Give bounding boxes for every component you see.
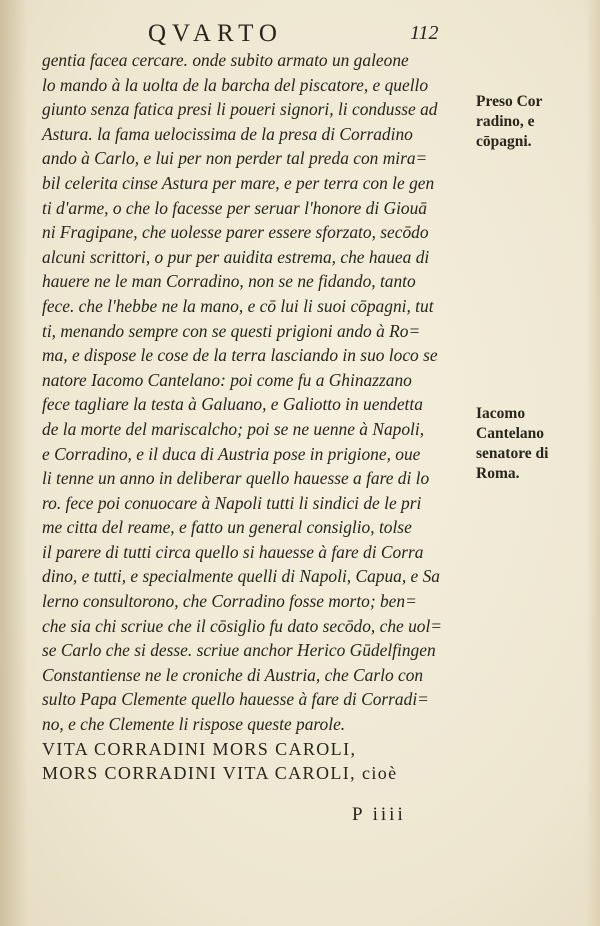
folio-number: 112 bbox=[410, 22, 439, 44]
text-line: ando à Carlo, e lui per non perder tal preda con mira= bbox=[42, 148, 428, 169]
text-line: gentia facea cercare. onde subito armato un galeone bbox=[42, 50, 409, 70]
marginal-note-line: radino, e bbox=[476, 113, 535, 130]
text-line: giunto senza fatica presi li poueri signori, li condusse ad bbox=[42, 99, 438, 120]
marginal-note-line: Cantelano bbox=[476, 425, 545, 442]
text-line: sulto Papa Clemente quello hauesse à fare di Corradi= bbox=[42, 689, 429, 710]
text-line: alcuni scrittori, o pur per auidita estrema, che haueа di bbox=[42, 246, 430, 267]
marginal-note-line: Iacomo bbox=[476, 405, 526, 422]
page-header bbox=[0, 18, 600, 50]
gutter-shadow bbox=[0, 0, 28, 926]
marginal-note-line: Roma. bbox=[476, 465, 520, 482]
marginal-note-cantelano bbox=[476, 404, 592, 484]
text-line: fece. che l'hebbe ne la mano, e cō lui li suoi cōpagni, tut bbox=[42, 295, 434, 316]
running-head: QVARTO bbox=[148, 20, 283, 47]
text-line: Astura. la fama uelocissima de la presa di Corradino bbox=[42, 123, 413, 144]
text-line: li tenne un anno in deliberar quello hauesse a fare di lo bbox=[42, 468, 430, 489]
text-line: lerno consultorono, che Corradino fosse morto; ben= bbox=[42, 591, 417, 612]
text-line: hauere ne le man Corradino, non se ne fidando, tanto bbox=[42, 271, 416, 292]
text-line: no, e che Clemente li rispose queste parole. bbox=[42, 714, 346, 735]
text-line: lo mando à la uolta de la barcha del piscatore, e quello bbox=[42, 74, 429, 95]
text-line: ma, e dispose le cose de la terra lasciando in suo loco se bbox=[42, 345, 438, 366]
marginal-note-line: cōpagni. bbox=[476, 133, 532, 150]
text-line: che sia chi scriue che il cōsiglio fu dato secōdo, che uol= bbox=[42, 615, 443, 636]
text-line: ni Fragipane, che uolesse parer essere sforzato, secōdo bbox=[42, 222, 429, 243]
caps-line: VITA CORRADINI MORS CAROLI, bbox=[42, 738, 357, 759]
text-line: natore Iacomo Cantelano: poi come fu a Ghinazzano bbox=[42, 369, 412, 390]
text-line: dino, e tutti, e specialmente quelli di Napoli, Capua, e Sa bbox=[42, 566, 440, 587]
marginal-note-line: senatore di bbox=[476, 445, 549, 462]
caps-line: MORS CORRADINI VITA CAROLI, cioè bbox=[42, 763, 398, 784]
text-line: ti d'arme, o che lo facesse per seruar l'honore di Giouā bbox=[42, 197, 427, 218]
text-line: de la morte del mariscalcho; poi se ne uenne à Napoli, bbox=[42, 418, 425, 439]
text-line: se Carlo che si desse. scriue anchor Herico Gūdelfingen bbox=[42, 640, 436, 661]
text-line: ro. fece poi conuocare à Napoli tutti li sindici de le pri bbox=[42, 492, 422, 513]
text-line: bil celerita cinse Astura per mare, e per terra con le gen bbox=[42, 172, 435, 193]
text-line: Constantiense ne le croniche di Austria, che Carlo con bbox=[42, 664, 424, 685]
text-line: il parere di tutti circa quello si hauesse à fare di Corra bbox=[42, 541, 424, 562]
text-line: fece tagliare la testa à Galuano, e Galiotto in uendetta bbox=[42, 394, 423, 415]
marginal-note-capture bbox=[476, 92, 592, 152]
text-line: me citta del reame, e fatto un general consiglio, tolse bbox=[42, 517, 412, 538]
signature-mark: P iiii bbox=[352, 804, 406, 825]
text-line: e Corradino, e il duca di Austria pose in prigione, oue bbox=[42, 443, 421, 464]
marginal-note-line: Preso Cor bbox=[476, 93, 543, 110]
text-line: ti, menando sempre con se questi prigioni ando à Ro= bbox=[42, 320, 421, 341]
body-text bbox=[42, 48, 482, 786]
